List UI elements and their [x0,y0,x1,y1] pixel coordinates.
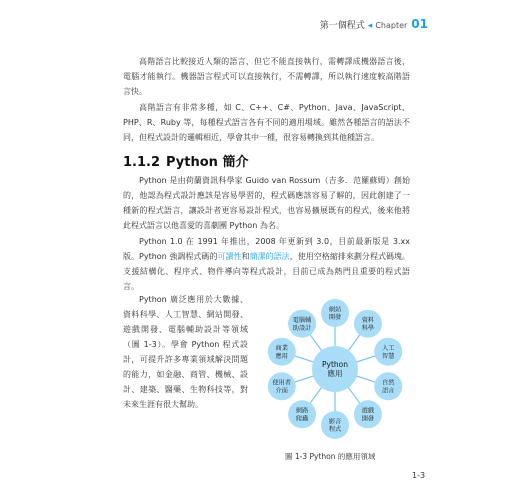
application-node-text: 助設計 [292,324,312,332]
application-node-text: 科學 [361,324,375,332]
highlight-readability: 可讀性 [217,252,242,261]
application-node-text: 程式 [328,426,342,434]
application-node-text: 應用 [275,352,288,360]
chapter-title: 第一個程式 [319,21,365,31]
application-node-text: 開發 [328,314,342,322]
application-node-text: 電腦輔 [292,317,312,325]
application-node-text: 資料 [361,317,375,325]
application-node-text: 介面 [275,387,288,395]
running-header [320,17,428,31]
application-node-text: 開發 [361,415,375,423]
application-node-text: 商業 [275,345,288,353]
figure-caption: 圖 1-3 Python 的應用領域 [285,452,376,461]
paragraph-python-applications: Python 廣泛應用於大數據、資料科學、人工智慧、網站開發、遊戲開發、電腦輔助設計等領域（圖 1-3）。學會 Python 程式設計，可提升許多專業領域解決問題的能力，如金融、商管、機械、設計、建築、醫藥、生物科技等，對未來生涯有很大幫助。 [123,295,248,409]
section-heading [123,151,248,170]
p4-text-b: 和 [241,252,250,261]
application-node-text: 影音 [328,418,342,426]
paragraph-language-types: 高階語言有非常多種，如 C、C++、C#、Python、Java、JavaScript、PHP、R、Ruby 等，每種程式語言各有不同的適用場域。雖然各種語言的語法不同，但程式設計的邏輯相近，學會其中一種，很容易轉換到其他種語言。 [123,103,410,142]
python-applications-diagram [255,292,415,444]
paragraph-high-level-language: 高階語言比較接近人類的語言，但它不能直接執行，需轉譯成機器語言後，電腦才能執行。機器語言程式可以直接執行，不需轉譯，所以執行速度較高階語言快。 [123,57,410,96]
application-node-text: 遊戲 [361,407,375,415]
center-node-text: 應用 [327,369,343,379]
p4-text-a: Python 1.0 在 1991 年推出，2008 年更新到 3.0，目前最新版是 3.xx 版。Python 強調程式碼的 [123,237,410,261]
chapter-label: Chapter [375,21,408,30]
application-node-text: 智慧 [382,352,395,360]
application-node-text: 自然 [382,379,395,387]
application-node-text: 人工 [382,345,395,353]
section-number: 1.1.2 [123,155,161,170]
application-node-text: 語言 [382,387,395,395]
application-node-text: 爬蟲 [295,415,309,423]
chapter-arrow-icon: ◂ [367,21,373,31]
highlight-concise-syntax: 簡潔的語法 [249,252,290,261]
p4-text-c: ，使用空格縮排來劃分程式碼塊。支援結構化、程序式、物件導向等程式設計，目前已成為熱門且重要的程式語言。 [123,252,411,291]
paragraph-python-versions [123,234,410,294]
application-node-text: 網路 [295,407,309,415]
center-node-text: Python [322,360,348,370]
paragraph-python-origin: Python 是由荷蘭資訊科學家 Guido van Rossum（吉多．范羅蘇姆）創始的，他認為程式設計應該是容易學習的，程式碼應該容易了解的，因此創建了一種新的程式語言，讓設計者更容易設計程式，也容易擴展既有的程式，後來他將此程式語言以他喜愛的喜劇團 Python 為名。 [123,176,410,230]
application-node-text: 網站 [328,306,342,314]
page-number: 1-3 [412,471,426,480]
chapter-number: 01 [411,17,428,31]
application-node-text: 使用者 [272,379,292,387]
section-title: Python 簡介 [166,155,249,170]
